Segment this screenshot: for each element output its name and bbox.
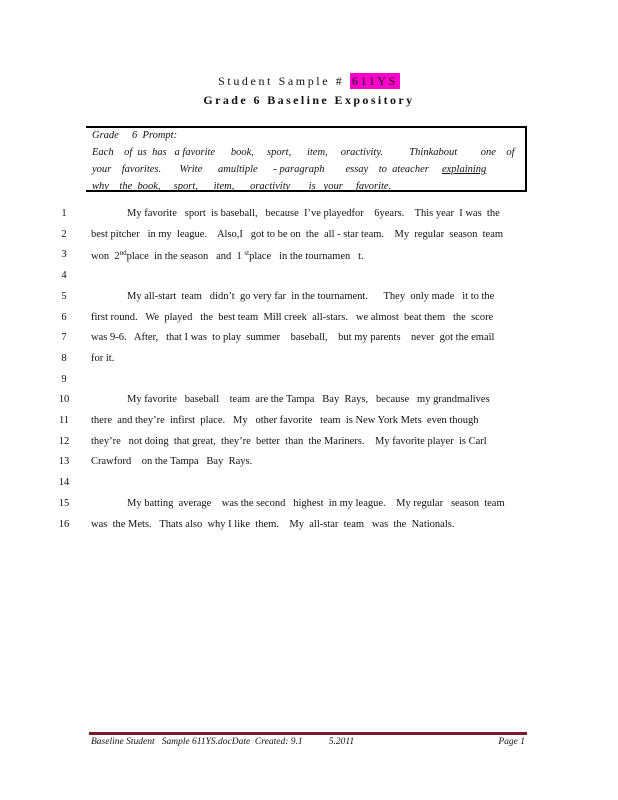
document-subtitle: Grade 6 Baseline Expository xyxy=(203,93,415,107)
line-number: 13 xyxy=(58,456,70,468)
line-text-part: won 2 xyxy=(91,251,120,263)
essay-line xyxy=(0,477,618,497)
line-text: Crawford on the Tampa Bay Rays. xyxy=(91,456,253,468)
essay-line xyxy=(0,249,618,269)
line-number: 16 xyxy=(58,518,70,530)
superscript: st xyxy=(244,249,250,258)
line-number: 1 xyxy=(61,208,67,219)
line-text: for it. xyxy=(91,352,115,364)
document-title xyxy=(0,74,618,89)
essay-line xyxy=(0,394,618,414)
prompt-line-2: Each of us has a favorite book, sport, item, oractivity. Thinkabout one of xyxy=(92,147,515,158)
line-text: there and they’re infirst place. My other favorite team is New York Mets even though xyxy=(91,415,479,426)
footer-rule xyxy=(89,732,527,735)
superscript: nd xyxy=(119,249,127,258)
line-text: My favorite baseball team are the Tampa Bay Rays, because my grandmalives xyxy=(127,394,490,406)
essay-line xyxy=(0,498,618,518)
prompt-line-1: Grade 6 Prompt: xyxy=(92,130,178,141)
line-text: My favorite sport is baseball, because I’ve playedfor 6years. This year I was the xyxy=(127,208,500,219)
essay-line xyxy=(0,436,618,456)
line-text: was 9-6. After, that I was to play summer baseball, but my parents never got the email xyxy=(91,332,495,344)
line-number: 9 xyxy=(61,373,67,385)
essay-line xyxy=(0,374,618,394)
line-number: 12 xyxy=(58,435,70,447)
line-number: 15 xyxy=(58,497,70,509)
essay-line xyxy=(0,415,618,435)
line-number: 5 xyxy=(61,290,67,302)
essay-line xyxy=(0,332,618,352)
line-number: 7 xyxy=(61,332,67,344)
line-number: 2 xyxy=(61,228,67,240)
essay-line xyxy=(0,208,618,228)
footer-page-number: Page 1 xyxy=(498,737,525,747)
footer-doc-info: Baseline Student Sample 611YS.docDate Created: 9.1 5.2011 xyxy=(91,737,355,747)
essay-line xyxy=(0,291,618,311)
essay-line xyxy=(0,229,618,249)
line-number: 3 xyxy=(61,249,67,261)
sample-id-highlight: 611YS xyxy=(351,74,398,88)
line-text: they’re not doing that great, they’re better than the Mariners. My favorite player is Carl xyxy=(91,435,487,447)
line-number: 6 xyxy=(61,311,67,323)
essay-line xyxy=(0,270,618,290)
line-number: 8 xyxy=(61,352,67,364)
essay-line xyxy=(0,353,618,373)
prompt-underlined-word: explaining xyxy=(441,164,487,175)
prompt-line-3 xyxy=(92,164,486,175)
line-number: 14 xyxy=(58,477,70,489)
prompt-line-4: why the book, sport, item, oractivity is your favorite. xyxy=(92,181,392,192)
title-prefix: Student Sample # xyxy=(218,74,350,88)
line-text-part: place in the season and 1 xyxy=(126,251,245,263)
line-number: 4 xyxy=(61,270,67,282)
essay-line xyxy=(0,456,618,476)
essay-line xyxy=(0,312,618,332)
line-text: My batting average was the second highest in my league. My regular season team xyxy=(127,497,505,509)
line-text: My all-start team didn’t go very far in the tournament. They only made it to the xyxy=(127,290,495,302)
line-text-part: place in the tournamen t. xyxy=(249,251,364,263)
line-text: best pitcher in my league. Also,I got to be on the all - star team. My regular season team xyxy=(91,228,504,240)
line-text: first round. We played the best team Mill creek all-stars. we almost beat them the score xyxy=(91,311,494,323)
line-number: 10 xyxy=(58,394,70,406)
line-text: was the Mets. Thats also why I like them. My all-star team was the Nationals. xyxy=(91,518,455,530)
essay-line xyxy=(0,519,618,539)
prompt-line-3-text: your favorites. Write amultiple - paragraph essay to ateacher xyxy=(92,164,442,175)
line-text xyxy=(91,249,364,262)
line-number: 11 xyxy=(58,415,70,426)
